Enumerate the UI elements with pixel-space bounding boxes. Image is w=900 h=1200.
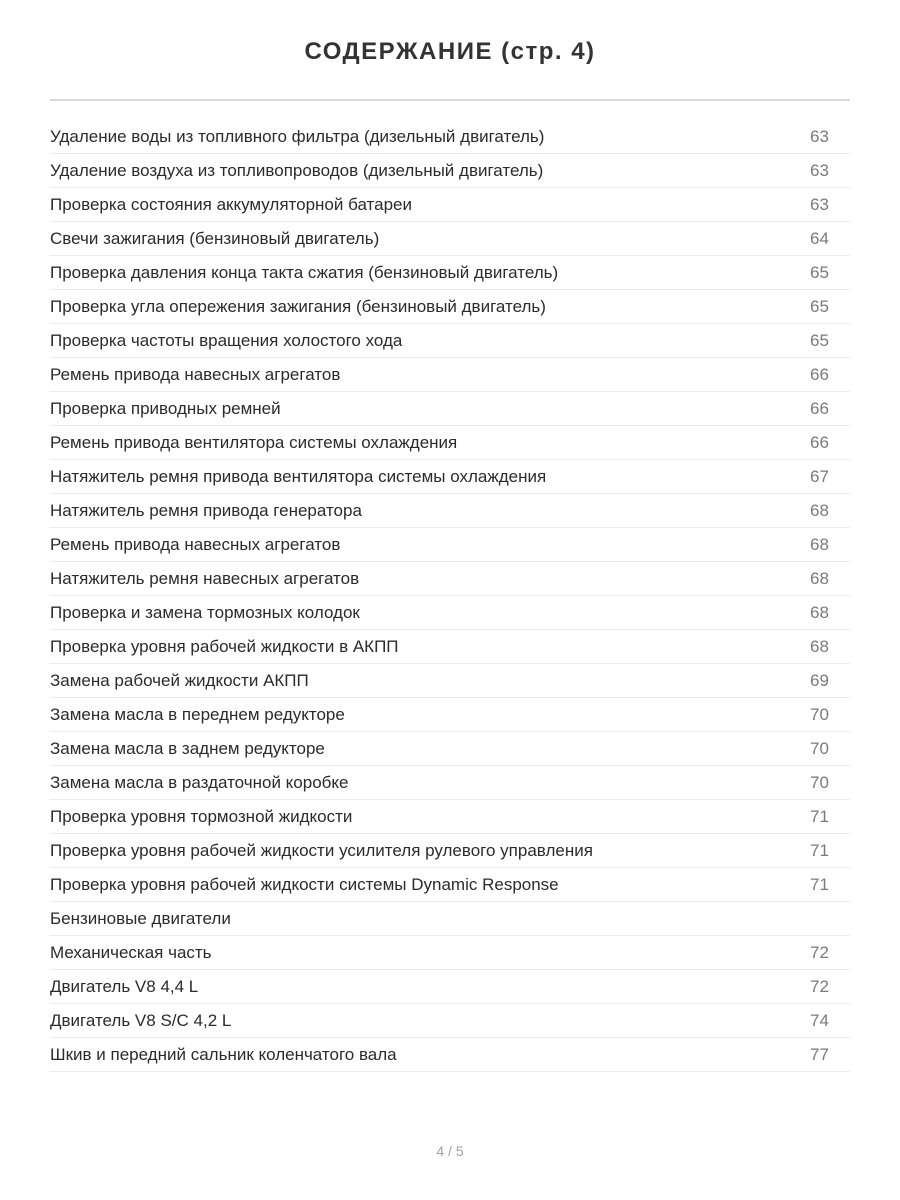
toc-entry-label: Двигатель V8 S/C 4,2 L (50, 1010, 232, 1030)
toc-entry-label: Свечи зажигания (бензиновый двигатель) (50, 228, 380, 248)
toc-entry[interactable] (50, 1004, 850, 1038)
toc-entry[interactable] (50, 154, 850, 188)
toc-entry-page: 68 (810, 602, 829, 622)
toc-entry-page: 72 (810, 976, 829, 996)
toc-entry-label: Ремень привода вентилятора системы охлаждения (50, 432, 458, 452)
toc-entry-page: 68 (810, 636, 829, 656)
toc-entry-label: Проверка приводных ремней (50, 398, 281, 418)
toc-entry[interactable] (50, 664, 850, 698)
toc-entry-page: 69 (810, 670, 829, 690)
toc-entry-label: Проверка частоты вращения холостого хода (50, 330, 403, 350)
toc-section-heading[interactable] (50, 902, 850, 936)
toc-entry-label: Бензиновые двигатели (50, 908, 231, 928)
toc-entry[interactable] (50, 1038, 850, 1072)
toc-entry-label: Удаление воздуха из топливопроводов (дизельный двигатель) (50, 160, 544, 180)
toc-entry-page: 63 (810, 160, 829, 180)
toc-entry-page: 72 (810, 942, 829, 962)
toc-entry-page: 71 (810, 874, 829, 894)
toc-entry-label: Двигатель V8 4,4 L (50, 976, 199, 996)
toc-entry-page: 65 (810, 330, 829, 350)
toc-entry-label: Проверка уровня рабочей жидкости в АКПП (50, 636, 399, 656)
table-of-contents (50, 120, 850, 1072)
toc-entry-label: Замена рабочей жидкости АКПП (50, 670, 309, 690)
toc-entry-label: Замена масла в раздаточной коробке (50, 772, 349, 792)
toc-entry[interactable] (50, 290, 850, 324)
toc-entry[interactable] (50, 358, 850, 392)
page-indicator: 4 / 5 (436, 1143, 464, 1159)
toc-entry-page: 71 (810, 806, 829, 826)
toc-entry-label: Ремень привода навесных агрегатов (50, 364, 341, 384)
toc-entry-page: 66 (810, 398, 829, 418)
toc-entry-page: 74 (810, 1010, 829, 1030)
toc-entry-page: 71 (810, 840, 829, 860)
toc-entry[interactable] (50, 222, 850, 256)
toc-entry[interactable] (50, 528, 850, 562)
toc-entry[interactable] (50, 120, 850, 154)
toc-entry-label: Ремень привода навесных агрегатов (50, 534, 341, 554)
toc-entry-label: Шкив и передний сальник коленчатого вала (50, 1044, 397, 1064)
toc-entry[interactable] (50, 766, 850, 800)
toc-entry[interactable] (50, 936, 850, 970)
toc-entry-label: Механическая часть (50, 942, 212, 962)
toc-entry-label: Замена масла в заднем редукторе (50, 738, 325, 758)
toc-entry-page: 70 (810, 772, 829, 792)
toc-entry-page: 67 (810, 466, 829, 486)
toc-entry[interactable] (50, 868, 850, 902)
toc-entry-page: 65 (810, 296, 829, 316)
toc-entry[interactable] (50, 188, 850, 222)
toc-entry-label: Проверка уровня рабочей жидкости усилителя рулевого управления (50, 840, 593, 860)
toc-entry-page: 66 (810, 364, 829, 384)
toc-entry[interactable] (50, 392, 850, 426)
toc-entry[interactable] (50, 324, 850, 358)
page-title: СОДЕРЖАНИЕ (стр. 4) (304, 38, 596, 65)
toc-entry-page: 63 (810, 126, 829, 146)
toc-entry-page: 77 (810, 1044, 829, 1064)
toc-entry-label: Проверка уровня рабочей жидкости системы Dynamic Response (50, 874, 559, 894)
toc-entry-label: Удаление воды из топливного фильтра (дизельный двигатель) (50, 126, 545, 146)
toc-entry-label: Замена масла в переднем редукторе (50, 704, 345, 724)
toc-entry-label: Проверка угла опережения зажигания (бензиновый двигатель) (50, 296, 546, 316)
toc-entry[interactable] (50, 630, 850, 664)
toc-entry[interactable] (50, 834, 850, 868)
toc-entry-label: Проверка уровня тормозной жидкости (50, 806, 353, 826)
toc-entry-page: 64 (810, 228, 829, 248)
toc-entry[interactable] (50, 426, 850, 460)
toc-entry-page: 68 (810, 500, 829, 520)
toc-entry[interactable] (50, 698, 850, 732)
title-divider (50, 99, 850, 101)
toc-entry[interactable] (50, 732, 850, 766)
toc-entry-label: Натяжитель ремня привода генератора (50, 500, 362, 520)
toc-entry[interactable] (50, 460, 850, 494)
toc-entry-page: 66 (810, 432, 829, 452)
toc-entry-label: Проверка состояния аккумуляторной батареи (50, 194, 412, 214)
toc-entry[interactable] (50, 800, 850, 834)
toc-entry-label: Натяжитель ремня привода вентилятора системы охлаждения (50, 466, 547, 486)
toc-entry[interactable] (50, 596, 850, 630)
toc-entry[interactable] (50, 562, 850, 596)
toc-entry-page: 70 (810, 738, 829, 758)
toc-entry[interactable] (50, 256, 850, 290)
toc-entry-page: 68 (810, 534, 829, 554)
toc-entry[interactable] (50, 970, 850, 1004)
toc-entry-label: Проверка давления конца такта сжатия (бензиновый двигатель) (50, 262, 559, 282)
toc-entry-page: 70 (810, 704, 829, 724)
toc-entry[interactable] (50, 494, 850, 528)
toc-entry-label: Натяжитель ремня навесных агрегатов (50, 568, 360, 588)
toc-entry-page: 65 (810, 262, 829, 282)
toc-entry-label: Проверка и замена тормозных колодок (50, 602, 360, 622)
toc-entry-page: 68 (810, 568, 829, 588)
toc-entry-page: 63 (810, 194, 829, 214)
